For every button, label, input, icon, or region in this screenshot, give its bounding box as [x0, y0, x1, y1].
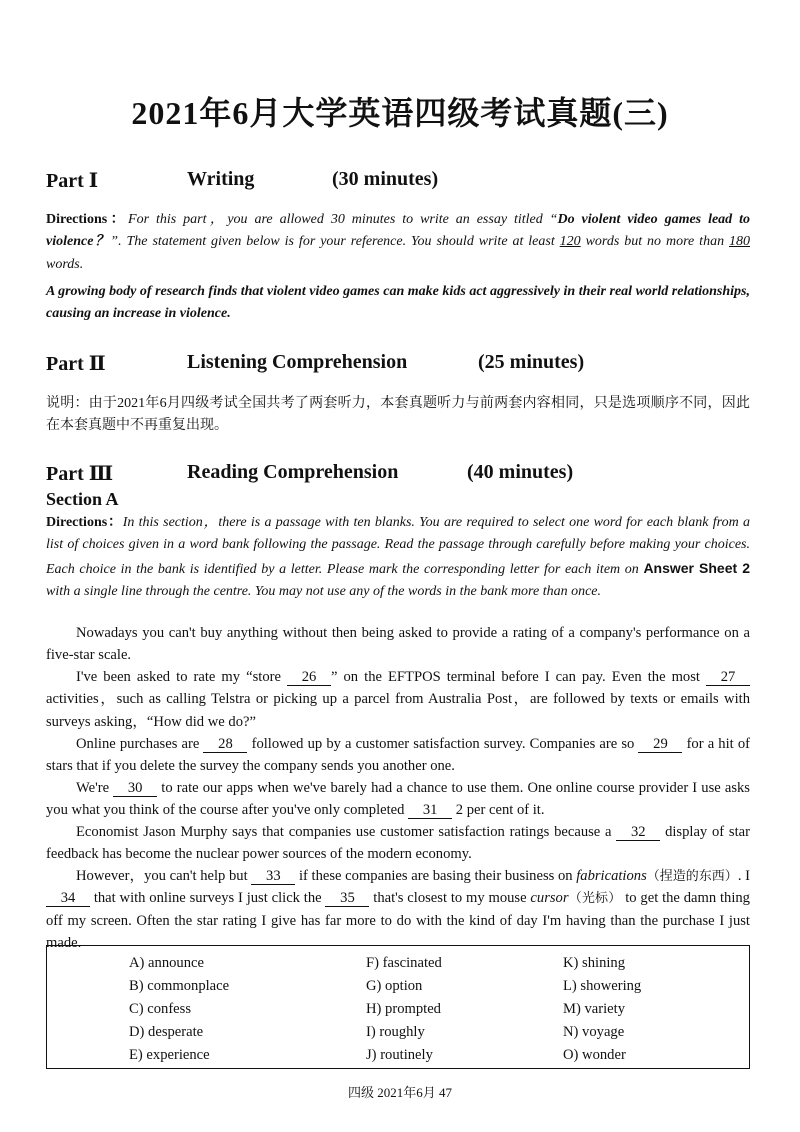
passage-paragraph-4: We're 30 to rate our apps when we've barely had a chance to use them. One online course provider I use asks you what you think of the course after you've only completed 31 2 per cent of it.	[46, 780, 750, 819]
word-option-g: G) option	[366, 978, 423, 994]
page-footer: 四级 2021年6月 47	[347, 1085, 452, 1100]
part1-label: Part Ⅰ	[46, 170, 99, 192]
part2-note: 说明：由于2021年6月四级考试全国共考了两套听力，本套真题听力与前两套内容相同，只是选项顺序不同，因此在本套真题中不再重复出现。	[46, 396, 750, 434]
part3-directions-label: Directions：	[46, 515, 123, 530]
part2-time: (25 minutes)	[478, 351, 585, 373]
part3-label: Part Ⅲ	[46, 463, 114, 485]
blank-35: 35	[325, 891, 369, 907]
part1-directions: Directions：For this part，you are allowed 30 minutes to write an essay titled “Do violent video games lead to violence？”. The statement given below is for your reference. You should write at least 120 words but no more than 180 words.	[46, 212, 750, 272]
part3-name: Reading Comprehension	[187, 461, 399, 483]
blank-30: 30	[113, 781, 157, 797]
word-option-h: H) prompted	[366, 1001, 441, 1017]
part2-label: Part Ⅱ	[46, 353, 106, 375]
part1-name: Writing	[187, 168, 255, 190]
word-option-m: M) variety	[563, 1001, 626, 1017]
part3-time: (40 minutes)	[467, 461, 574, 483]
word-option-e: E) experience	[129, 1047, 210, 1063]
cursor-gloss: （光标）	[568, 890, 622, 906]
blank-29: 29	[638, 737, 682, 753]
part2-header	[46, 351, 766, 377]
blank-33: 33	[251, 869, 295, 885]
word-option-f: F) fascinated	[366, 955, 442, 971]
word-option-n: N) voyage	[563, 1024, 625, 1040]
word-option-k: K) shining	[563, 955, 626, 971]
blank-31: 31	[408, 803, 452, 819]
part3-header	[46, 461, 766, 487]
word-bank	[46, 945, 750, 1069]
passage-paragraph-5: Economist Jason Murphy says that companies use customer satisfaction ratings because a 32 display of star feedback has become the nuclear power sources of the modern economy.	[46, 824, 750, 863]
passage-paragraph-2: I've been asked to rate my “store 26 ” on the EFTPOS terminal before I can pay. Even the most 27 activities，such as calling Telstra or picking up a parcel from Australia Post，are followed by texts or emails with surveys asking，“How did we do?”	[46, 669, 750, 730]
word-option-l: L) showering	[563, 978, 642, 994]
part2-name: Listening Comprehension	[187, 351, 408, 373]
fabrications-gloss: （捏造的东西）	[646, 868, 738, 883]
min-words: 120	[559, 234, 581, 250]
part1-header	[46, 168, 766, 194]
word-option-b: B) commonplace	[129, 978, 230, 994]
word-option-d: D) desperate	[129, 1024, 204, 1040]
blank-26: 26	[287, 670, 331, 686]
blank-32: 32	[616, 825, 660, 841]
word-option-i: I) roughly	[366, 1024, 425, 1040]
passage-paragraph-3: Online purchases are 28 followed up by a customer satisfaction survey. Companies are so 29 for a hit of stars that if you delete the survey the company sends you another one.	[46, 736, 751, 775]
part1-directions-label: Directions：	[46, 212, 129, 227]
word-option-o: O) wonder	[563, 1047, 626, 1063]
part1-time: (30 minutes)	[332, 168, 439, 190]
fabrications-term: fabrications	[576, 868, 647, 884]
word-option-a: A) announce	[129, 955, 204, 971]
part1-statement: A growing body of research finds that violent video games can make kids act aggressively in their real world relationships, causing an increase in violence.	[46, 284, 750, 322]
answer-sheet-label: Answer Sheet 2	[643, 559, 750, 576]
passage-paragraph-1: Nowadays you can't buy anything without then being asked to provide a rating of a company's performance on a five-star scale.	[46, 625, 750, 664]
blank-34: 34	[46, 891, 90, 907]
word-option-c: C) confess	[129, 1001, 192, 1017]
essay-title: Do violent video games lead to violence？	[46, 212, 750, 250]
blank-27: 27	[706, 670, 750, 686]
section-a-heading: Section A	[46, 489, 119, 509]
cursor-term: cursor	[530, 890, 569, 907]
word-option-j: J) routinely	[366, 1047, 433, 1063]
page-title: 2021年6月大学英语四级考试真题(三)	[131, 95, 669, 131]
blank-28: 28	[203, 737, 247, 753]
passage-paragraph-6: However，you can't help but 33 if these companies are basing their business on fabrications（捏造的东西）. I 34 that with online surveys I just click the 35 that's closest to my mouse cursor（光标） to get the damn thing off my screen. Often the star rating I give has far more to do with the kind of day I'm having than the purchase I just made.	[46, 868, 750, 952]
max-words: 180	[729, 234, 750, 250]
part3-directions: Directions：In this section，there is a passage with ten blanks. You are required to select one word for each blank from a list of choices given in a word bank following the passage. Read the passage through carefully before making your choices. Each choice in the bank is identified by a letter. Please mark the corresponding letter for each item on Answer Sheet 2 with a single line through the centre. You may not use any of the words in the bank more than once.	[46, 515, 750, 600]
